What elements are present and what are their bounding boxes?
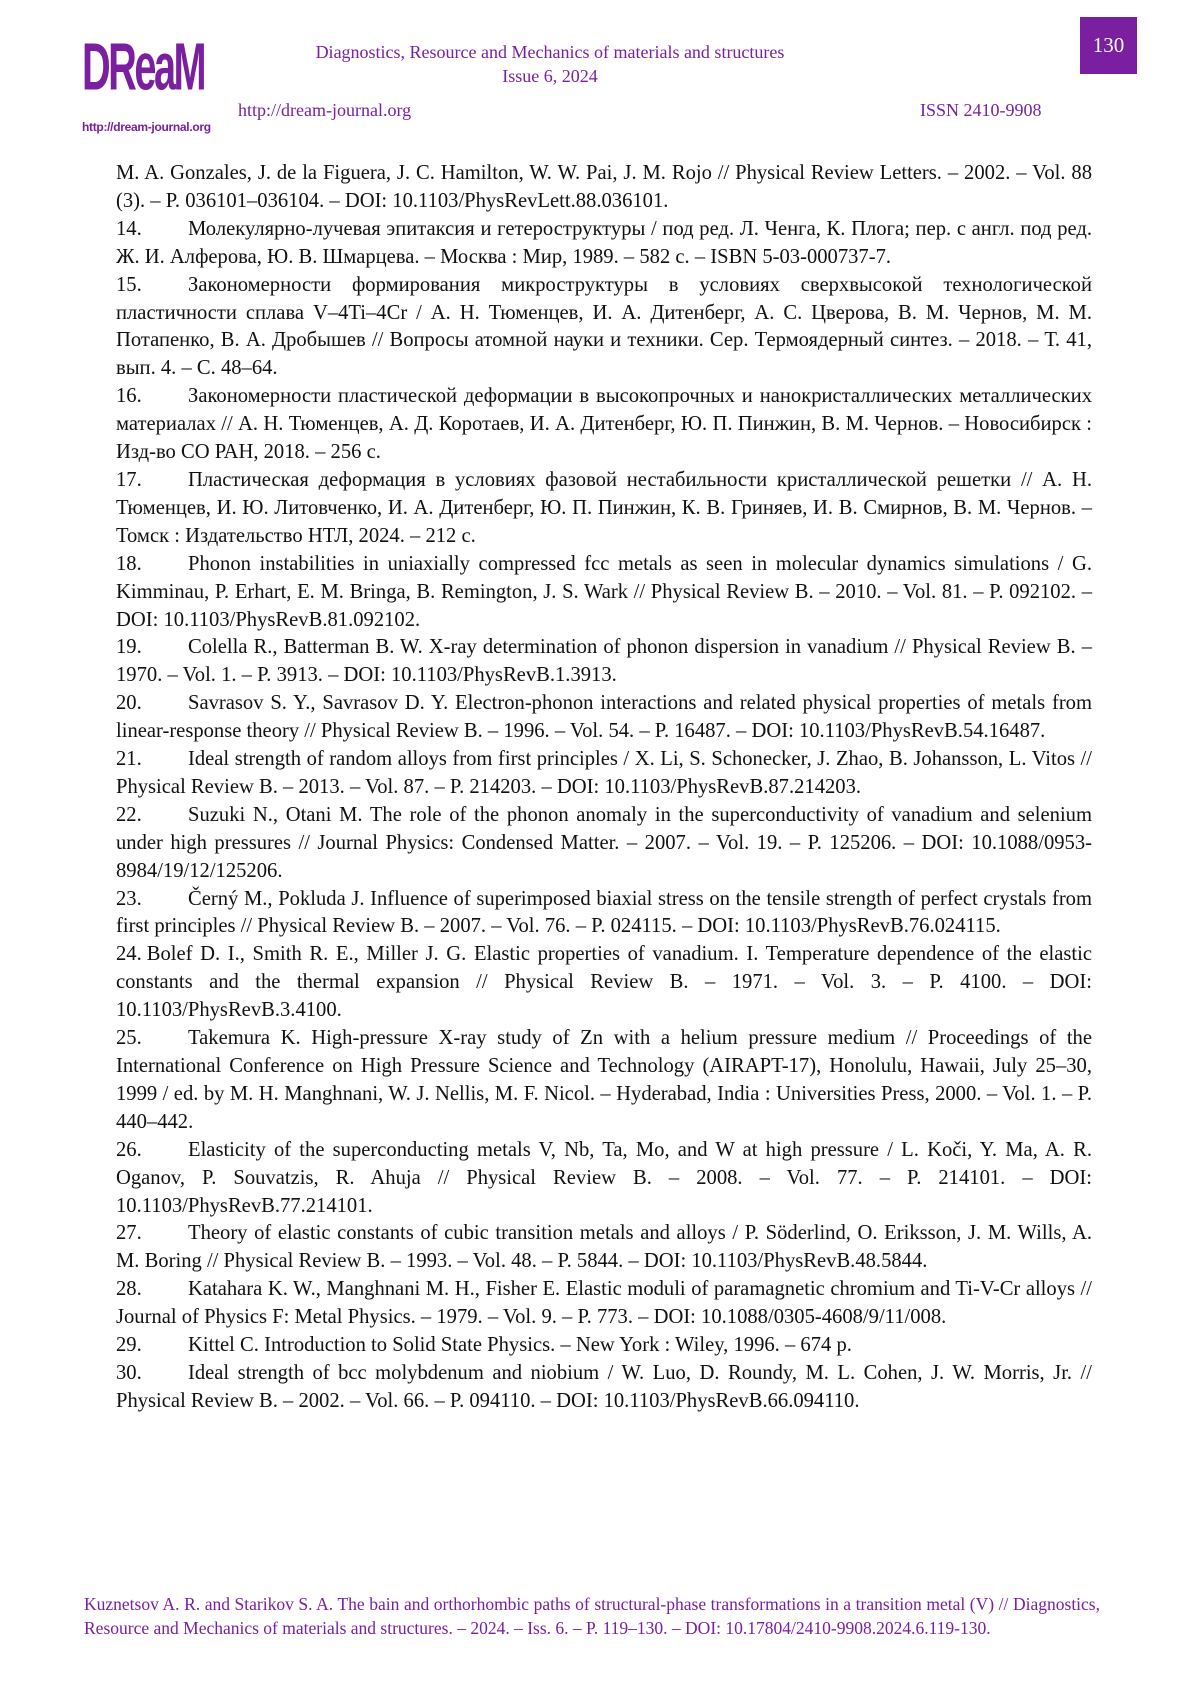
reference-text: Пластическая деформация в условиях фазовой нестабильности кристаллической решетки // А. Н. Тюменцев, И. Ю. Литовченко, И. А. Дитенберг, Ю. П. Пинжин, К. В. Гриняев, И. В. Смирнов, В. М. Чернов. – Томск : Издательство НТЛ, 2024. – 212 с. xyxy=(116,468,1092,547)
reference-item xyxy=(116,1220,1092,1276)
reference-item xyxy=(116,1332,1092,1360)
reference-number: 18. xyxy=(116,552,142,575)
reference-text: Bolef D. I., Smith R. E., Miller J. G. Elastic properties of vanadium. I. Temperature dependence of the elastic constants and the thermal expansion // Physical Review B. – 1971. – Vol. 3. – P. 4100. – DOI: 10.1103/PhysRevB.3.4100. xyxy=(116,943,1092,1022)
reference-text: Ideal strength of random alloys from first principles / X. Li, S. Schonecker, J. Zhao, B. Johansson, L. Vitos // Physical Review B. – 2013. – Vol. 87. – P. 214203. – DOI: 10.1103/PhysRevB.87.214203. xyxy=(116,748,1092,798)
reference-text: Ideal strength of bcc molybdenum and niobium / W. Luo, D. Roundy, M. L. Cohen, J. W. Morris, Jr. // Physical Review B. – 2002. – Vol. 66. – P. 094110. – DOI: 10.1103/PhysRevB.66.094110. xyxy=(116,1361,1092,1412)
reference-number: 17. xyxy=(116,468,142,491)
reference-text: Savrasov S. Y., Savrasov D. Y. Electron-phonon interactions and related physical properties of metals from linear-response theory // Physical Review B. – 1996. – Vol. 54. – P. 16487. – DOI: 10.1103/PhysRevB.54.16487. xyxy=(116,692,1092,743)
reference-text: Phonon instabilities in uniaxially compressed fcc metals as seen in molecular dynamics simulations / G. Kimminau, P. Erhart, E. M. Bringa, B. Remington, J. S. Wark // Physical Review B. – 2010. – Vol. 81. – P. 092102. – DOI: 10.1103/PhysRevB.81.092102. xyxy=(116,552,1092,631)
reference-list xyxy=(116,160,1092,1416)
reference-text: Colella R., Batterman B. W. X-ray determination of phonon dispersion in vanadium // Physical Review B. – 1970. – Vol. 1. – P. 3913. – DOI: 10.1103/PhysRevB.1.3913. xyxy=(116,636,1092,687)
journal-title-line1: Diagnostics, Resource and Mechanics of materials and structures xyxy=(315,42,785,62)
reference-item xyxy=(116,1276,1092,1332)
reference-number: 30. xyxy=(116,1361,142,1384)
reference-item xyxy=(116,886,1092,942)
reference-item xyxy=(116,746,1092,802)
reference-number: 16. xyxy=(116,385,142,408)
logo-wordmark: DReaM xyxy=(82,28,205,105)
reference-item xyxy=(116,690,1092,746)
reference-text: Takemura K. High-pressure X-ray study of Zn with a helium pressure medium // Proceedings of the International Conference on High Pressure Science and Technology (AIRAPT-17), Honolulu, Hawaii, July 25–30, 1999 / ed. by M. H. Manghnani, W. J. Nellis, M. F. Nicol. – Hyderabad, India : Universities Press, 2000. – Vol. 1. – P. 440–442. xyxy=(116,1027,1092,1133)
reference-text: M. A. Gonzales, J. de la Figuera, J. C. Hamilton, W. W. Pai, J. M. Rojo // Physical Review Letters. – 2002. – Vol. 88 (3). – P. 036101–036104. – DOI: 10.1103/PhysRevLett.88.036101. xyxy=(116,162,1092,212)
reference-item xyxy=(116,467,1092,551)
reference-text: Theory of elastic constants of cubic transition metals and alloys / P. Söderlind, O. Eriksson, J. M. Wills, A. M. Boring // Physical Review B. – 1993. – Vol. 48. – P. 5844. – DOI: 10.1103/PhysRevB.48.5844. xyxy=(116,1222,1092,1273)
reference-number: 23. xyxy=(116,887,142,910)
reference-number: 15. xyxy=(116,273,142,296)
issn: ISSN 2410-9908 xyxy=(920,100,1042,120)
logo-url: http://dream-journal.org xyxy=(82,120,211,134)
reference-number: 25. xyxy=(116,1027,142,1050)
page-number-badge: 130 xyxy=(1080,17,1137,74)
reference-number: 20. xyxy=(116,692,142,715)
reference-item xyxy=(116,1025,1092,1137)
journal-url[interactable]: http://dream-journal.org xyxy=(238,100,412,120)
reference-text: Katahara K. W., Manghnani M. H., Fisher E. Elastic moduli of paramagnetic chromium and Ti-V-Cr alloys // Journal of Physics F: Metal Physics. – 1979. – Vol. 9. – P. 773. – DOI: 10.1088/0305-4608/9/11/008. xyxy=(116,1278,1092,1329)
reference-number: 14. xyxy=(116,217,142,240)
reference-number: 29. xyxy=(116,1334,142,1357)
reference-number: 21. xyxy=(116,748,142,771)
reference-text: Закономерности формирования микроструктуры в условиях сверхвысокой технологической пластичности сплава V–4Ti–4Cr / А. Н. Тюменцев, И. А. Дитенберг, А. С. Цверова, В. М. Чернов, М. М. Потапенко, В. А. Дробышев // Вопросы атомной науки и техники. Сер. Термоядерный синтез. – 2018. – Т. 41, вып. 4. – С. 48–64. xyxy=(116,273,1092,380)
reference-number: 19. xyxy=(116,636,142,659)
journal-logo xyxy=(82,16,211,134)
reference-text: Suzuki N., Otani M. The role of the phonon anomaly in the superconductivity of vanadium and selenium under high pressures // Journal Physics: Condensed Matter. – 2007. – Vol. 19. – P. 125206. – DOI: 10.1088/0953-8984/19/12/125206. xyxy=(116,803,1092,882)
reference-number: 26. xyxy=(116,1138,142,1161)
reference-item xyxy=(116,216,1092,272)
reference-item xyxy=(116,383,1092,467)
reference-item xyxy=(116,941,1092,1025)
journal-title xyxy=(300,40,800,88)
reference-number: 24. xyxy=(116,943,142,966)
reference-item xyxy=(116,272,1092,384)
reference-number: 22. xyxy=(116,803,142,826)
reference-item xyxy=(116,1360,1092,1416)
citation-footer: Kuznetsov A. R. and Starikov S. A. The bain and orthorhombic paths of structural-phase transformations in a transition metal (V) // Diagnostics, Resource and Mechanics of materials and structures. – 2024. – Iss. 6. – P. 119–130. – DOI: 10.17804/2410-9908.2024.6.119-130. xyxy=(84,1594,1100,1638)
reference-item xyxy=(116,551,1092,635)
reference-item xyxy=(116,1137,1092,1221)
reference-text: Молекулярно-лучевая эпитаксия и гетероструктуры / под ред. Л. Ченга, К. Плога; пер. с англ. под ред. Ж. И. Алферова, Ю. В. Шмарцева. – Москва : Мир, 1989. – 582 с. – ISBN 5-03-000737-7. xyxy=(116,217,1092,268)
journal-issue: Issue 6, 2024 xyxy=(502,66,598,86)
reference-text: Закономерности пластической деформации в высокопрочных и нанокристаллических металлических материалах // А. Н. Тюменцев, А. Д. Коротаев, И. А. Дитенберг, Ю. П. Пинжин, В. М. Чернов. – Новосибирск : Изд-во СО РАН, 2018. – 256 с. xyxy=(116,385,1092,464)
reference-text: Černý M., Pokluda J. Influence of superimposed biaxial stress on the tensile strength of perfect crystals from first principles // Physical Review B. – 2007. – Vol. 76. – P. 024115. – DOI: 10.1103/PhysRevB.76.024115. xyxy=(116,887,1092,938)
reference-item xyxy=(116,160,1092,216)
reference-item xyxy=(116,634,1092,690)
reference-text: Kittel C. Introduction to Solid State Physics. – New York : Wiley, 1996. – 674 p. xyxy=(188,1334,852,1357)
reference-item xyxy=(116,802,1092,886)
reference-number: 27. xyxy=(116,1222,142,1245)
reference-number: 28. xyxy=(116,1278,142,1301)
reference-text: Elasticity of the superconducting metals V, Nb, Ta, Mo, and W at high pressure / L. Koči, Y. Ma, A. R. Oganov, P. Souvatzis, R. Ahuja // Physical Review B. – 2008. – Vol. 77. – P. 214101. – DOI: 10.1103/PhysRevB.77.214101. xyxy=(116,1138,1092,1217)
